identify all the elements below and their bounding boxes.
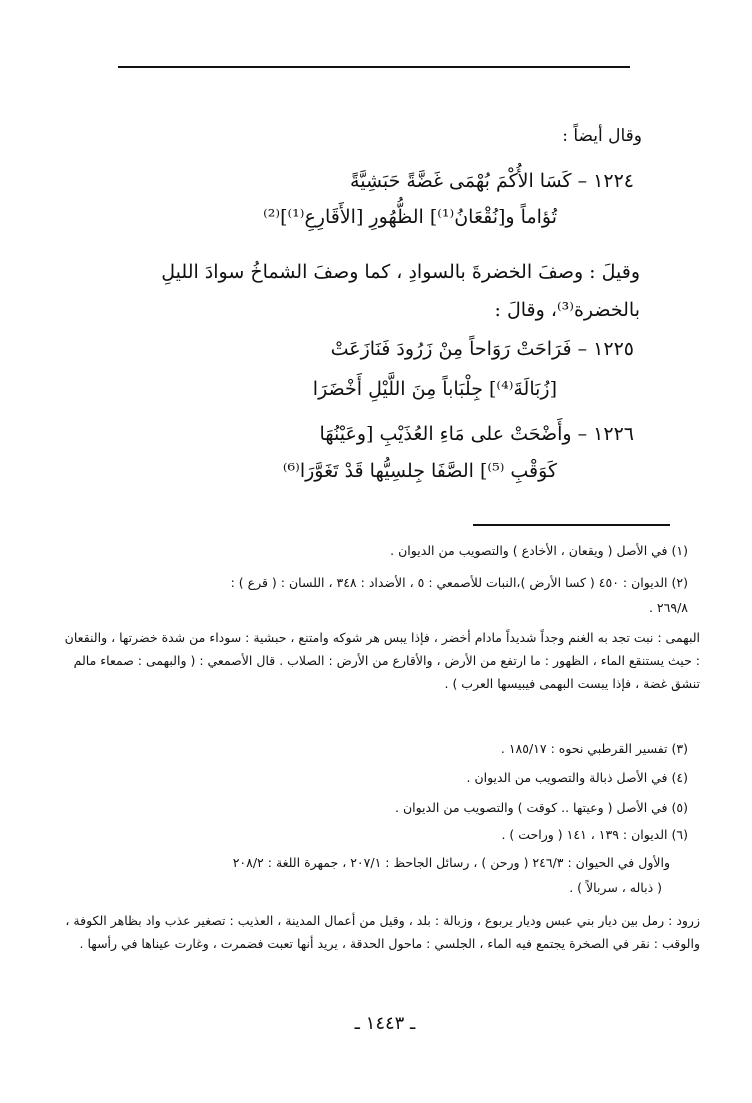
footnote-rule xyxy=(473,524,670,526)
footnote-6-sources: والأول في الحيوان : ٢٤٦/٣ ( ورحن ) ، رسائل الجاحظ : ٢٠٧/١ ، جمهرة اللغة : ٢٠٨/٢ xyxy=(232,855,670,870)
verse-1226-first-hemistich: ١٢٢٦ – وأَضْحَتْ على مَاءِ العُذَيْبِ [وعَيْنُهَا xyxy=(319,423,634,445)
footnote-3: (٣) تفسير القرطبي نحوه : ١٨٥/١٧ . xyxy=(500,741,688,756)
prose-line-1: وقيلَ : وصفَ الخضرةَ بالسوادِ ، كما وصفَ الشماخُ سوادَ الليلِ xyxy=(161,261,640,283)
prose-line-2: بالخضرة⁽³⁾، وقالَ : xyxy=(494,299,640,321)
verse-1225-first-hemistich: ١٢٢٥ – فَرَاحَتْ رَوَاحاً مِنْ زَرُودَ فَنَازَعَتْ xyxy=(330,338,634,360)
top-rule xyxy=(118,66,630,68)
footnote-6-sources-continued: ( ذباله ، سربالاً ) . xyxy=(569,880,662,895)
footnote-2-continued: ٢٦٩/٨ . xyxy=(648,600,688,615)
footnote-1: (١) في الأصل ( ويقعان ، الأخادع ) والتصويب من الديوان . xyxy=(390,543,688,558)
footnote-6-gloss: زرود : رمل بين ديار بني عبس وديار يربوع ، وزبالة : بلد ، وقيل من أعمال المدينة ، العذيب : تصغير عذب واد بظاهر الكوفة ، والوقب : نقر في الصخرة يجتمع فيه الماء ، الجلسي : ماحول الحدقة ، يريد أنها تعبت فضمرت ، وغارت عيناها في رأسها . xyxy=(65,913,700,951)
verse-1225-second-hemistich: [زُبَالَةَ⁽⁴⁾] جِلْبَاباً مِنَ اللَّيْلِ أَخْضَرَا xyxy=(312,378,557,400)
page-number: ـ ١٤٤٣ ـ xyxy=(354,1013,416,1034)
footnote-2-gloss: البهمى : نبت تجد به الغنم وجداً شديداً مادام أخضر ، فإذا يبس هر شوكه وامتنع ، حبشية : سوداء من شدة خضرتها ، والنقعان : حيث يستنقع الماء ، الظهور : ما ارتفع من الأرض ، والأقارع من الأرض : الصلاب . قال الأصمعي : ( والبهمى : صمعاء مالم تنشق غضة ، فإذا يبست البهمى فيبيسها العرب ) . xyxy=(64,630,700,691)
intro-line: وقال أيضاً : xyxy=(562,126,642,146)
verse-1224-first-hemistich: ١٢٢٤ – كَسَا الأُكْمَ بُهْمَى غَضَّةً حَبَشِيَّةً xyxy=(350,170,634,192)
footnote-5: (٥) في الأصل ( وعيتها .. كوقت ) والتصويب من الديوان . xyxy=(395,800,688,815)
verse-1224-second-hemistich: تُؤاماً و[نُقْعَانُ⁽¹⁾] الظُّهُورِ [الأَقَارِعِ⁽¹⁾]⁽²⁾ xyxy=(263,206,557,228)
footnote-2: (٢) الديوان : ٤٥٠ ( كسا الأرض )،النبات للأصمعي : ٥ ، الأضداد : ٣٤٨ ، اللسان : ( قرع ) : xyxy=(230,575,688,590)
footnote-6: (٦) الديوان : ١٣٩ ، ١٤١ ( وراحت ) . xyxy=(501,827,688,842)
verse-1226-second-hemistich: كَوَقْبِ ⁽⁵⁾] الصَّفَا جِلسِيُّها قَدْ تَغَوَّرَا⁽⁶⁾ xyxy=(282,460,557,482)
footnote-4: (٤) في الأصل ذبالة والتصويب من الديوان . xyxy=(466,770,688,785)
